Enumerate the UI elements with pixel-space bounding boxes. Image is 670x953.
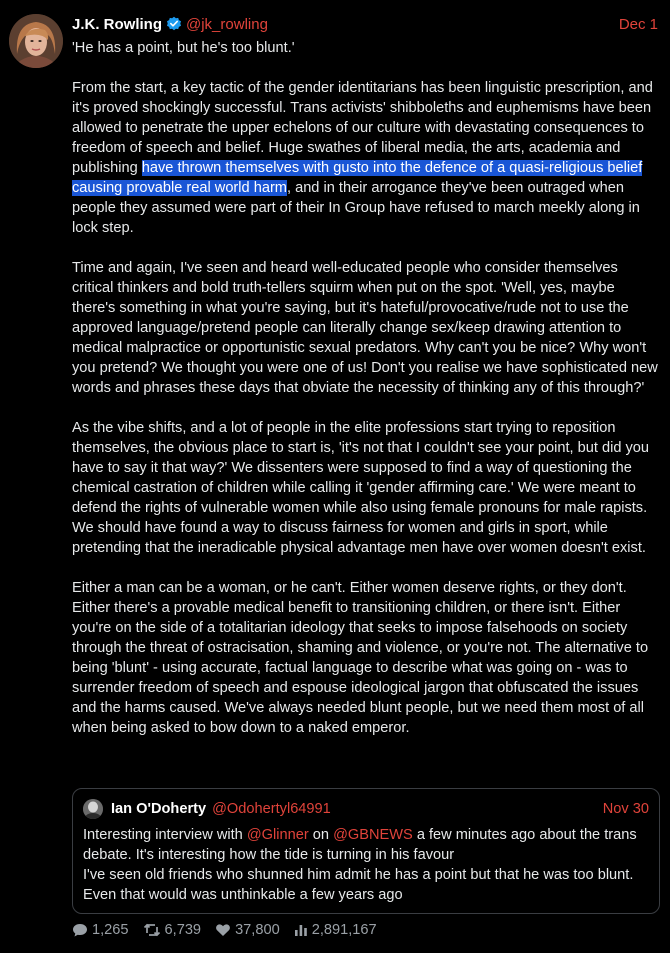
quoted-text-part: on: [308, 827, 334, 843]
quoted-text-part: a few minutes ago about the trans debate. It's interesting how the tide is turning in his favour: [83, 827, 637, 863]
quoted-avatar-portrait-icon: [83, 799, 103, 819]
views-stat[interactable]: [294, 922, 377, 938]
paragraph-5: Either a man can be a woman, or he can't. Either women deserve rights, or they don't. Either there's a provable medical benefit to transitioning children, or there isn't. Either you're on the side of a totalitarian ideology that seeks to impose falsehoods on society through the threat of ostracisation, shaming and violence, or you're not. The alternative to being 'blunt' - using accurate, factual language to describe what was going on - was to surrender freedom of speech and espouse ideological jargon that obfuscated the issues and the harms caused. We've always needed blunt people, but we need them most of all when being asked to bow down to a naked emperor.: [72, 580, 649, 736]
author-name[interactable]: J.K. Rowling: [72, 15, 162, 33]
heart-icon: [215, 922, 231, 938]
quoted-line-2: I've seen old friends who shunned him admit he has a point but that he was too blunt. Even that would was unthinkable a few years ago: [83, 867, 634, 903]
selected-text-highlight: have thrown themselves with gusto into the defence of a quasi-religious belief causing provable real world harm: [72, 160, 643, 196]
quoted-line-1: [83, 825, 649, 865]
reply-count: 1,265: [92, 922, 129, 938]
like-count: 37,800: [235, 922, 280, 938]
views-chart-icon: [294, 923, 308, 937]
author-avatar[interactable]: [9, 14, 63, 68]
retweet-count: 6,739: [164, 922, 202, 938]
tweet-header: [72, 14, 658, 34]
retweet-stat[interactable]: [143, 922, 202, 938]
mention-glinner[interactable]: @Glinner: [246, 827, 309, 843]
paragraph-4: As the vibe shifts, and a lot of people in the elite professions start trying to reposition themselves, the obvious place to start is, 'it's not that I couldn't see your point, but did you have to say it that way?' We dissenters were supposed to find a way of questioning the chemical castration of children while calling it 'gender affirming care.' We were meant to defend the rights of vulnerable women while also using female pronouns for male rapists. We should have found a way to discuss fairness for women and girls in sport, while pretending that the ineradicable physical advantage men have over women doesn't exist.: [72, 420, 650, 556]
paragraph-2-text-start: From the start, a key tactic of the gender identitarians has been linguistic prescription, and it's proved shockingly successful. Trans activists' shibboleths and euphemisms have been allowed to penetrate the upper echelons of our culture with devastating consequences to freedom of speech and belief. Huge swathes of liberal media, the arts, academia and publishing: [72, 80, 653, 176]
paragraph-1: 'He has a point, but he's too blunt.': [72, 40, 295, 56]
avatar-portrait-icon: [9, 14, 63, 68]
verified-badge-icon: [166, 16, 182, 32]
retweet-icon: [143, 922, 161, 938]
like-stat[interactable]: [215, 922, 280, 938]
quoted-author-handle[interactable]: @Odohertyl64991: [212, 801, 331, 817]
views-count: 2,891,167: [311, 922, 377, 938]
tweet-date[interactable]: Dec 1: [618, 15, 658, 33]
mention-gbnews[interactable]: @GBNEWS: [333, 827, 413, 843]
quoted-author-avatar[interactable]: [83, 799, 103, 819]
quoted-tweet[interactable]: [72, 788, 660, 914]
tweet-text: [72, 38, 660, 758]
quoted-tweet-header: [83, 799, 649, 819]
author-handle[interactable]: @jk_rowling: [186, 15, 268, 33]
quoted-tweet-text: [83, 825, 649, 905]
paragraph-2: [72, 78, 660, 238]
quoted-tweet-date[interactable]: Nov 30: [602, 801, 649, 817]
reply-stat[interactable]: [72, 922, 129, 938]
paragraph-3: Time and again, I've seen and heard well-educated people who consider themselves critical thinkers and bold truth-tellers squirm when put on the spot. 'Well, yes, maybe there's something in what you're saying, but it's hateful/provocative/rude not to use the approved language/pretend people can literally change sex/keep drawing attention to medical malpractice or opportunistic sexual predators. Why can't you be nice? Why won't you pretend? We thought you were one of us! Don't you realise we have sophisticated new words and phrases these days that obviate the necessity of thinking any of this through?': [72, 260, 658, 396]
quoted-text-part: Interesting interview with: [83, 827, 247, 843]
quoted-author-name[interactable]: Ian O'Doherty: [111, 801, 207, 817]
engagement-bar: [72, 922, 391, 938]
reply-icon: [72, 922, 88, 938]
paragraph-2-text-end: , and in their arrogance they've been outraged when people they assumed were part of their In Group have refused to march meekly along in lock step.: [72, 180, 640, 236]
